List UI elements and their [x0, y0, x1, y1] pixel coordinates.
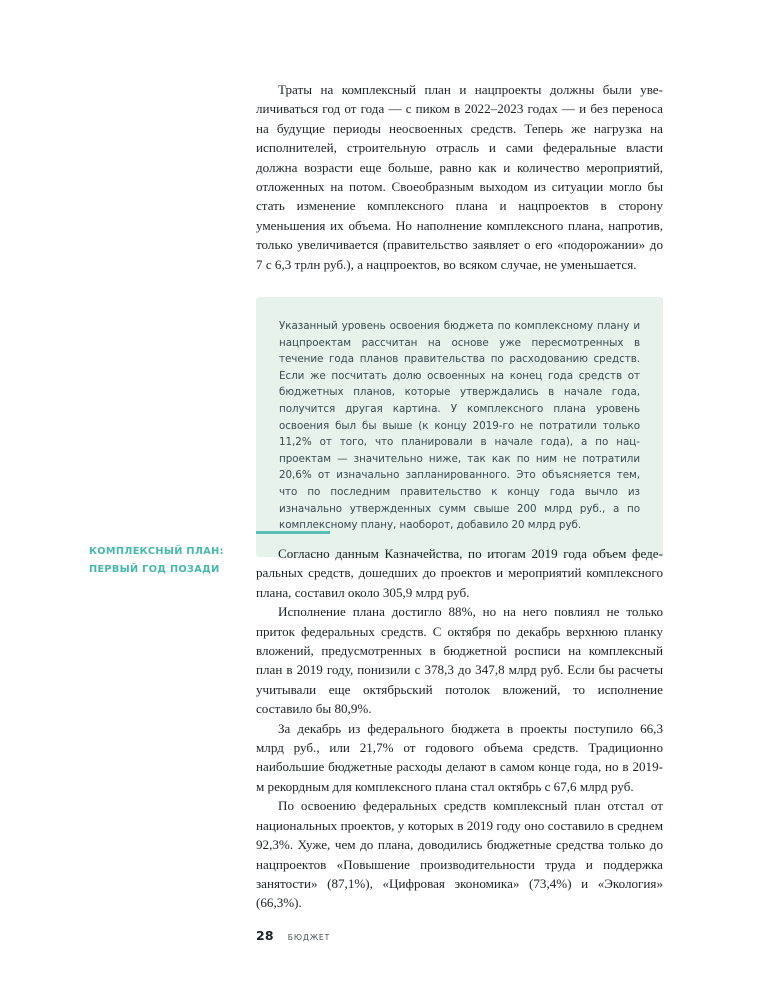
article-paragraph: Согласно данным Казначейства, по итогам 2019 года объем федеральных средств, дошедших до проектов и мероприятий комплексного плана, составил около 305,9 млрд руб. [256, 546, 663, 600]
intro-text-column [256, 80, 663, 274]
callout-paragraph: Указанный уровень освоения бюджета по комплексному плану и нацпроектам рассчитан на основе уже пересмотренных в течение года планов правительства по расходованию средств. Если же посчитать долю освоенных на конец года средств от бюджетных планов, которые утверждались в начале года, получится другая картина. У комплексного плана уровень освоения был бы выше (к концу 2019-го не потратили только 11,2% от того, что планировали в начале года), а по нацпроектам — значительно ниже, так как по ним не потратили 20,6% от изначально запланированного. Это объясняется тем, что по последним правительство к концу года вычло из изначально утвержденных сумм свыше 200 млрд руб., а по комплексному плану, наоборот, добавило 20 млрд руб. [279, 320, 640, 532]
section-sidebar-heading [89, 543, 249, 578]
section-divider-rule [256, 531, 330, 534]
sidebar-heading-line-2: ПЕРВЫЙ ГОД ПОЗАДИ [89, 563, 220, 575]
article-text-column [256, 544, 663, 913]
folio-page-number: 28 [256, 928, 274, 943]
article-paragraph: Исполнение плана достигло 88%, но на него повлиял не только приток федеральных средств. С октября по декабрь верхнюю планку вложений, предусмотренных в бюджетной росписи на комплексный план в 2019 году, понизили с 378,3 до 347,8 млрд руб. Если бы расчеты учитывали еще октябрьский потолок вложений, то исполнение составило бы 80,9%. [256, 604, 663, 717]
footer-publication-name: БЮДЖЕТ [287, 933, 331, 942]
page-footer [256, 928, 330, 943]
article-paragraph: За декабрь из федерального бюджета в проекты поступило 66,3 млрд руб., или 21,7% от годового объема средств. Традиционно наибольшие бюджетные расходы делают в самом конце года, но в 2019-м рекордным для комплексного плана стал октябрь с 67,6 млрд руб. [256, 720, 663, 794]
sidebar-heading-line-1: КОМПЛЕКСНЫЙ ПЛАН: [89, 546, 224, 557]
callout-box [256, 297, 663, 557]
intro-paragraph: Траты на комплексный план и нацпроекты должны были увеличиваться год от года — с пиком в 2022–2023 годах — и без переноса на будущие периоды неосвоенных средств. Теперь же нагрузка на исполнителей, строительную отрасль и сами федеральные власти должна возрасти еще больше, равно как и количество мероприятий, отложенных на потом. Своеобразным выходом из ситуации могло бы стать изменение комплексного плана и нацпроектов в сторону уменьшения их объема. Но наполнение комплексного плана, напротив, только увеличивается (правительство заявляет о его «подорожании» до 7 с 6,3 трлн руб.), а нацпроектов, во всяком случае, не уменьшается. [256, 82, 663, 272]
article-paragraph: По освоению федеральных средств комплексный план отстал от национальных проектов, у которых в 2019 году оно составило в среднем 92,3%. Хуже, чем до плана, доводились бюджетные средства только до нацпроектов «Повышение производительности труда и поддержка занятости» (87,1%), «Цифровая экономика» (73,4%) и «Экология» (66,3%). [256, 798, 663, 911]
